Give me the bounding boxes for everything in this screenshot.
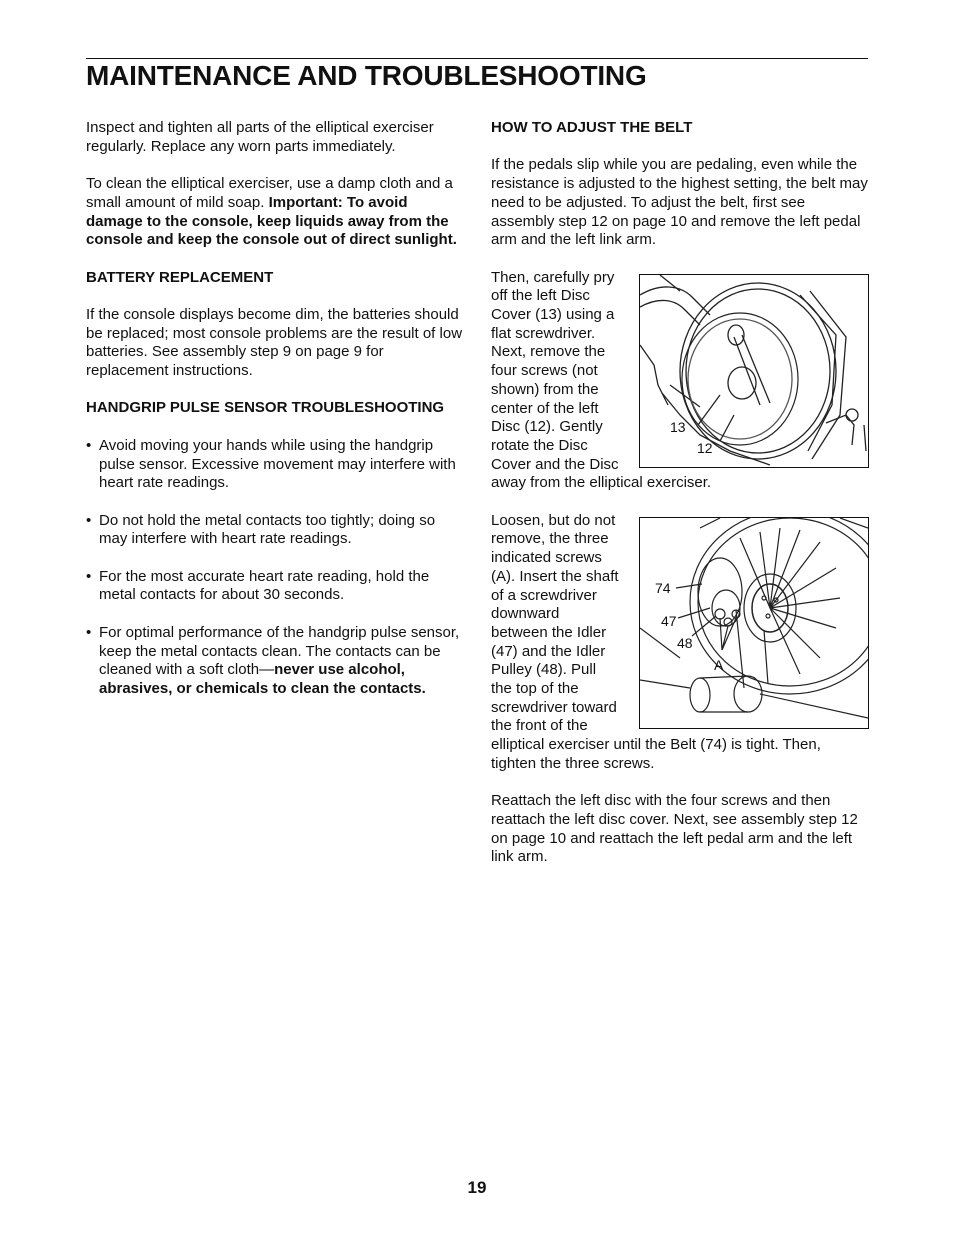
belt-heading: HOW TO ADJUST THE BELT bbox=[491, 119, 693, 136]
bullet-dot: • bbox=[86, 623, 92, 641]
bullet-text: For the most accurate heart rate reading, hold the metal contacts for about 30 seconds. bbox=[99, 567, 430, 604]
label-74: 74 bbox=[655, 579, 671, 596]
cleaning-warning: Important: To avoid damage to the console, keep liquids away from the console and keep the console out of direct sunlight. bbox=[86, 193, 457, 249]
bullet-text: Do not hold the metal contacts too tightly; doing so may interfere with heart rate readings. bbox=[99, 511, 436, 548]
bullet-warning: never use alcohol, abrasives, or chemicals to clean the contacts. bbox=[99, 661, 426, 697]
bullet-dot: • bbox=[86, 511, 92, 529]
page-number: 19 bbox=[467, 1178, 487, 1197]
bullet-dot: • bbox=[86, 567, 92, 585]
cleaning-paragraph bbox=[86, 175, 464, 250]
page-title: MAINTENANCE AND TROUBLESHOOTING bbox=[86, 60, 647, 91]
intro-paragraph: Inspect and tighten all parts of the elliptical exerciser regularly. Replace any worn parts immediately. bbox=[86, 119, 434, 155]
label-12: 12 bbox=[697, 439, 713, 456]
bullet-item bbox=[86, 568, 464, 605]
step1-paragraph: Then, carefully pry off the left Disc Cover (13) using a flat screwdriver. Next, remove the four screws (not shown) from the center of the left Disc (12). Gently rotate the Disc Cover and the Disc away from the elliptical exerciser. bbox=[491, 268, 712, 492]
disc-cover-figure bbox=[639, 274, 869, 468]
cleaning-text: To clean the elliptical exerciser, use a damp cloth and a small amount of mild soap. bbox=[86, 175, 453, 211]
header-rule bbox=[86, 58, 868, 59]
label-48: 48 bbox=[677, 634, 693, 651]
step2-paragraph: Loosen, but do not remove, the three indicated screws (A). Insert the shaft of a screwdriver downward between the Idler (47) and the Idler Pulley (48). Pull the top of the screwdriver toward the front of the elliptical exerciser until the Belt (74) is tight. Then, tighten the three screws. bbox=[491, 511, 821, 772]
pulse-heading: HANDGRIP PULSE SENSOR TROUBLESHOOTING bbox=[86, 399, 445, 417]
right-column bbox=[491, 119, 869, 886]
bullet-item bbox=[86, 512, 464, 549]
label-13: 13 bbox=[670, 418, 686, 435]
belt-intro-paragraph: If the pedals slip while you are pedaling, even while the resistance is adjusted to the highest setting, the belt may need to be adjusted. To adjust the belt, first see assembly step 12 on page 10 and remove the left pedal arm and the left link arm. bbox=[491, 156, 868, 249]
bullet-text: For optimal performance of the handgrip pulse sensor, keep the metal contacts clean. The contacts can be cleaned with a soft cloth— bbox=[99, 623, 460, 679]
bullet-item bbox=[86, 437, 464, 493]
step3-paragraph: Reattach the left disc with the four screws and then reattach the left disc cover. Next, see assembly step 12 on page 10 and reattach the left pedal arm and the left link arm. bbox=[491, 792, 858, 866]
label-47: 47 bbox=[661, 612, 677, 629]
battery-heading: BATTERY REPLACEMENT bbox=[86, 268, 274, 286]
bullet-text: Avoid moving your hands while using the handgrip pulse sensor. Excessive movement may interfere with heart rate readings. bbox=[99, 436, 456, 492]
bullet-item bbox=[86, 624, 464, 699]
left-column bbox=[86, 119, 464, 717]
battery-paragraph: If the console displays become dim, the batteries should be replaced; most console problems are the result of low batteries. See assembly step 9 on page 9 for replacement instructions. bbox=[86, 305, 463, 380]
label-a: A bbox=[714, 656, 724, 673]
bullet-dot: • bbox=[86, 436, 92, 454]
disc-cover-illustration bbox=[640, 275, 868, 467]
belt-tension-figure bbox=[639, 517, 869, 729]
